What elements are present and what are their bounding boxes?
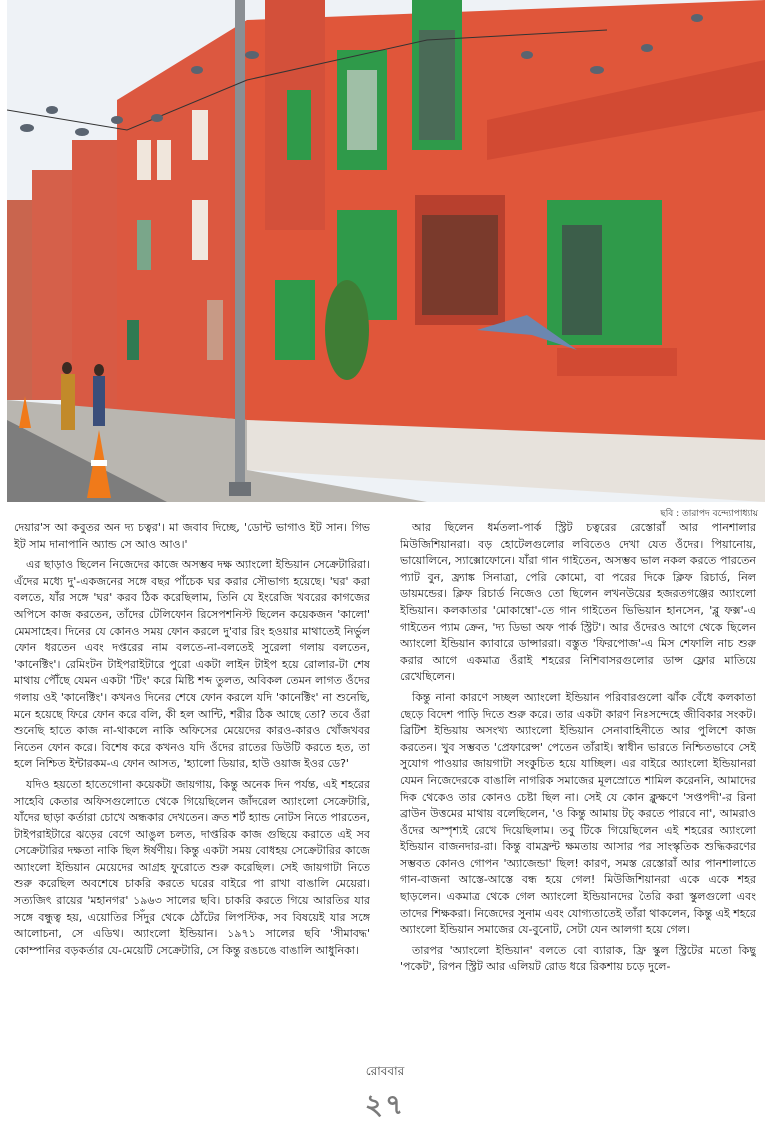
right-column: [400, 520, 756, 1060]
paragraph: দেয়ার'স আ কবুতর অন দ্য চত্বর'। মা জবাব দিচ্ছে, 'ডোন্ট ভাগাও ইট সান। গিভ ইট সাম দানাপানি অ্যান্ড সে আও আও।': [14, 521, 370, 551]
photo-credit: ছবি : তারাপদ বন্দ্যোপাধ্যায়: [660, 509, 758, 519]
article-photo: [7, 0, 765, 502]
article-body: [14, 520, 756, 1060]
page-footer: [0, 1063, 770, 1130]
paragraph: আর ছিলেন ধর্মতলা-পার্ক স্ট্রিট চত্বরের রেস্তোরাঁ আর পানশালার মিউজিশিয়ানরা। বড় হোটেলগুলোর লবিতেও দেখা যেত ওঁদের। পিয়ানোয়, ভায়োলিনে, স্যাক্সোফোনে। যাঁরা গান গাইতেন, অসম্ভব ভাল নকল করতে পারতেন প্যাট বুন, ফ্র্যাঙ্ক সিনাত্রা, পেরি কোমো, বা পরের দিকে ক্লিফ রিচার্ড, নিল ডায়মন্ডের। ক্লিফ রিচার্ড নিজেও তো ছিলেন লখনউয়ের হজরতগঞ্জের অ্যাংলো ইন্ডিয়ান। কলকাতার 'মোকাম্বো'-তে গান গাইতেন ভিভিয়ান হানসেন, 'ব্লু ফক্স'-এ গাইতেন প্যাম ক্রেন, 'দ্য ডিভা অফ পার্ক স্ট্রিট'। আর ওঁদেরও আগে থেকে ছিলেন অ্যাংলো ইন্ডিয়ান ক্যাবারে ডান্সাররা। বস্তুত 'ফিরপোজ'-এ মিস শেফালি নাচ শুরু করার আগে একমাত্র ওঁরাই শহরের নিশিবাসরগুলোর ডান্স ফ্লোর মাতিয়ে রেখেছিলেন।: [400, 521, 756, 684]
paragraph: কিন্তু নানা কারণে সচ্ছল অ্যাংলো ইন্ডিয়ান পরিবারগুলো ঝাঁক বেঁধে কলকাতা ছেড়ে বিদেশ পাড়ি দিতে শুরু করে। তার একটা কারণ নিঃসন্দেহে জীবিকার সংকট। ব্রিটিশ ইন্ডিয়ায় অসংখ্য অ্যাংলো ইন্ডিয়ান সেনাবাহিনীতে আর পুলিশে কাজ করতেন। খুব সম্ভবত 'প্রেফারেন্স' পেতেন তাঁরাই। স্বাধীন ভারতে নিশ্চিতভাবে সেই সুযোগ পাওয়ার জায়গাটা সংকুচিত হয়ে যাচ্ছিল। এর বাইরে অ্যাংলো ইন্ডিয়ানরা যেমন নিজেদেরকে বাঙালি নাগরিক সমাজের মূলস্রোতে শামিল করেননি, আমাদের দিক থেকেও তার কোনও চেষ্টা ছিল না। সেই যে কোন ক্লুক্ষণে 'সপ্তপদী'-র রিনা ব্রাউন উত্তমের মাথায় বলেছিলেন, 'ও কিন্তু আমায় টচ্ করতে পারবে না', আমরাও ওঁদের অস্পৃশ্যই রেখে দিয়েছিলাম। তবু টিকে গিয়েছিলেন এই শহরের অ্যাংলো ইন্ডিয়ান বাজনদার-রা। কিন্তু বামফ্রন্ট ক্ষমতায় আসার পর সাংস্কৃতিক শুদ্ধিকরণের সম্ভবত কোনও গোপন 'অ্যাজেন্ডা' ছিল! কারণ, সমস্ত রেস্তোরাঁ আর পানশালাতে গান-বাজনা আস্তে-আস্তে বন্ধ হয়ে গেল! মিউজিশিয়ানরা একে একে শহর ছাড়লেন। একমাত্র থেকে গেল অ্যাংলো ইন্ডিয়ানদের তৈরি করা স্কুলগুলো এবং তাদের শিক্ষকরা। নিজেদের সুনাম এবং যোগ্যতাতেই তাঁরা থাকলেন, কিন্তু এই শহরে অ্যাংলো ইন্ডিয়ান সমাজের যে-বুনোট, সেটা যেন আলগা হয়ে গেল।: [400, 690, 756, 937]
magazine-name: রোববার: [365, 1064, 405, 1078]
page-number: ২৭: [364, 1088, 406, 1121]
paragraph: যদিও হয়তো হাতেগোনা কয়েকটা জায়গায়, কিন্তু অনেক দিন পর্যন্ত, এই শহরের সাহেবি কেতার অফিসগুলোতে থেকে গিয়েছিলেন জাঁদরেল অ্যাংলো সেক্রেটারি, যাঁদের ছাড়া কর্তারা চোখে অন্ধকার দেখতেন। ক্রত শর্ট হ্যান্ড নোটস নিতে পারতেন, টাইপরাইটারে ঝড়ের বেগে আঙুল চলত, দাপ্তরিক কাজ গুছিয়ে করাতে এই সব সেক্রেটারির দক্ষতা নাকি ছিল ঈর্ষণীয়। কিন্তু একটা সময় বোধহয় সেক্রেটারির কাজে অ্যাংলো ইন্ডিয়ান মেয়েদের আগ্রহ ফুরোতে শুরু করেছিল। সেই জায়গাটা নিতে শুরু করেছিল অবশেষে চাকরি করতে ঘরের বাইরে পা রাখা বাঙালি মেয়েরা। সত্যজিৎ রায়ের 'মহানগর' ১৯৬৩ সালের ছবি। চাকরি করতে গিয়ে আরতির যার সঙ্গে বন্ধুত্ব হয়, এয়োতির সিঁদুর থেকে ঠোঁটের লিপস্টিক, সব বিষয়েই যার সঙ্গে আলোচনা, সে এডিথ। অ্যাংলো ইন্ডিয়ান। ১৯৭১ সালের ছবি 'সীমাবদ্ধ' কোম্পানির বড়কর্তার যে-মেয়েটি সেক্রেটারি, সে কিন্তু রঙচঙে বাঙালি আধুনিকা।: [14, 777, 370, 957]
paragraph: তারপর 'অ্যাংলো ইন্ডিয়ান' বলতে বো ব্যারাক, ফ্রি স্কুল স্ট্রিটের মতো কিছু 'পকেট', রিপন স্ট্রিট আর এলিয়ট রোড ধরে রিকশায় চড়ে দুলে-: [400, 943, 756, 974]
paragraph: এর ছাড়াও ছিলেন নিজেদের কাজে অসম্ভব দক্ষ অ্যাংলো ইন্ডিয়ান সেক্রেটারিরা। এঁদের মধ্যে দু'-একজনের সঙ্গে বছর পাঁচেক ঘর করার সৌভাগ্য হয়েছে। 'ঘর' করা বলতে, যাঁর সঙ্গে 'ঘর' করব ঠিক করেছিলাম, তিনি যে ইংরেজি খবরের কাগজের অপিসে কাজ করতেন, তাঁদের টেলিফোন রিসেপশনিস্ট ছিলেন কয়েকজন 'কালো' মেমসাহেব। দিনের যে কোনও সময় ফোন করলে দু'বার রিং হওয়ার মাথাতেই নির্ভুল ফোন ধরতেন এবং দপ্তরের নাম বলতে-না-বলতেই সুরেলা গলায় বলতেন, 'কানেক্টিং'। রেমিংটন টাইপরাইটারে পুরো একটা লাইন টাইপ হয়ে রোলার-টা শেষ মাথায় পৌঁছে যেমন একটা 'টিং' করে মিষ্টি শব্দ তুলত, অবিকল তেমন লাগত ওঁদের গলায় ওই 'কানেক্টিং'। কখনও দিনের শেষে ফোন করলে যদি 'কানেক্টিং' না শুনেছি, মনে হয়েছে ফিরে ফোন করে বলি, কী হল আন্টি, শরীর ঠিক আছে তো? তবে ওঁরা শুনেছি হাতে কাজ না-থাকলে নাকি অফিসের মেয়েদের কারও-কারও খোঁজখবর নিতেন ফোন করে। বিশেষ করে কখনও যদি ওঁদের রাতের ডিউটি করতে হত, তা হলে নিশ্চিত ইন্টারকম-এ ফোন আসত, 'হ্যালো ডিয়ার, হাউ ওয়াজ ইওর ডে?': [14, 558, 370, 771]
street-scene-illustration: [7, 0, 765, 502]
left-column: [14, 520, 370, 1060]
